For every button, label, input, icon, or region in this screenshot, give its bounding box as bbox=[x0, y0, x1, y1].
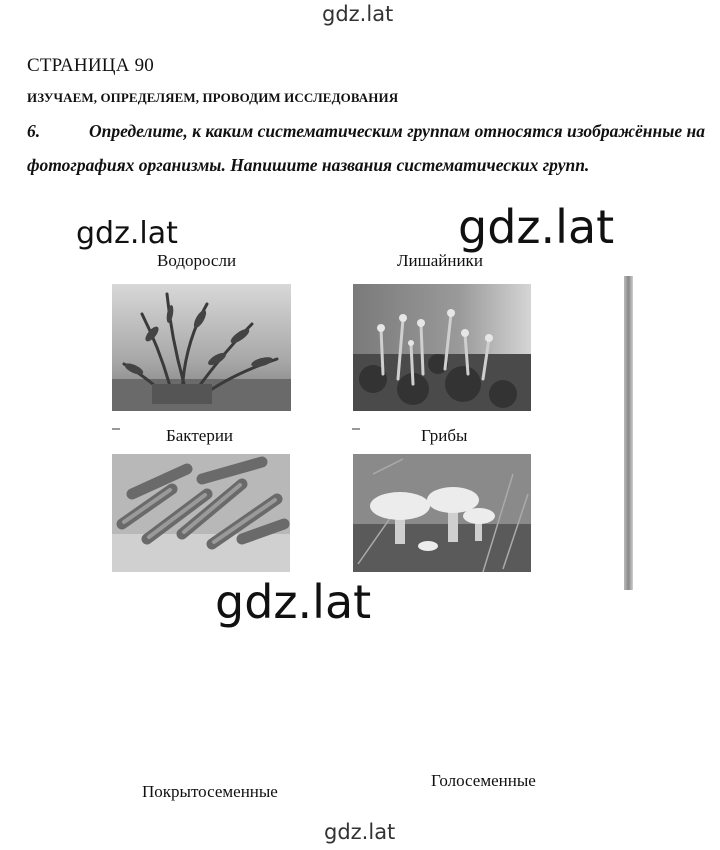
page-title: СТРАНИЦА 90 bbox=[27, 55, 154, 76]
caption-fungi: Грибы bbox=[421, 426, 468, 445]
divider-dash bbox=[352, 428, 360, 430]
section-title: ИЗУЧАЕМ, ОПРЕДЕЛЯЕМ, ПРОВОДИМ ИССЛЕДОВАНИЯ bbox=[27, 90, 399, 105]
watermark-bottom: gdz.lat bbox=[324, 820, 396, 844]
caption-lichens: Лишайники bbox=[397, 251, 483, 270]
task-number: 6. bbox=[27, 121, 41, 141]
task-prompt bbox=[27, 114, 705, 182]
lichen-photo bbox=[353, 284, 531, 411]
watermark-middle: gdz.lat bbox=[215, 575, 372, 629]
answer-angiosperms: Покрытосеменные bbox=[142, 782, 278, 801]
algae-photo bbox=[112, 284, 291, 411]
page-edge-shadow bbox=[624, 276, 633, 590]
bacteria-photo bbox=[112, 454, 290, 572]
caption-bacteria: Бактерии bbox=[166, 426, 234, 445]
divider-dash bbox=[112, 428, 120, 430]
fungi-photo bbox=[353, 454, 531, 572]
task-text: Определите, к каким систематическим группам относятся изображённые на фотографиях организмы. Напишите названия систематических групп. bbox=[27, 121, 705, 175]
caption-algae: Водоросли bbox=[157, 251, 237, 270]
watermark-top: gdz.lat bbox=[322, 2, 394, 26]
watermark-left: gdz.lat bbox=[76, 216, 178, 251]
watermark-right: gdz.lat bbox=[458, 200, 615, 254]
answer-gymnosperms: Голосеменные bbox=[431, 771, 536, 790]
